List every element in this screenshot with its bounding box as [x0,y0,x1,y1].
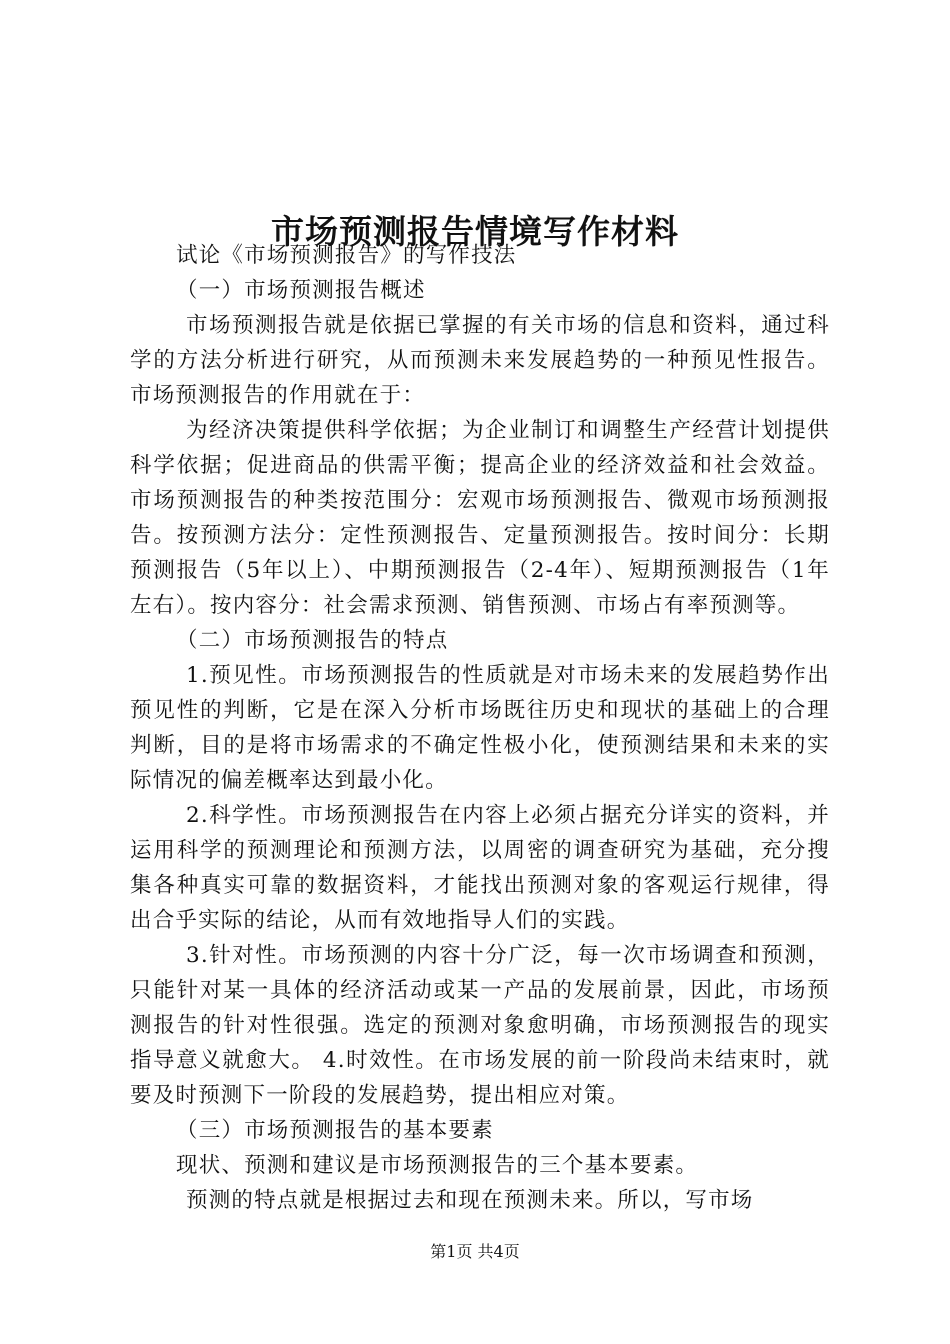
section-heading-3: （三）市场预测报告的基本要素 [176,1118,494,1143]
paragraph: 1.预见性。市场预测报告的性质就是对市场未来的发展趋势作出预见性的判断，它是在深入分析市场既往历史和现状的基础上的合理判断，目的是将市场需求的不确定性极小化，使预测结果和未来的实际情况的偏差概率达到最小化。 [130,663,830,793]
section-heading-1: （一）市场预测报告概述 [176,278,426,303]
paragraph: 市场预测报告就是依据已掌握的有关市场的信息和资料，通过科学的方法分析进行研究，从而预测未来发展趋势的一种预见性报告。市场预测报告的作用就在于： [130,313,830,408]
paragraph: 为经济决策提供科学依据；为企业制订和调整生产经营计划提供科学依据；促进商品的供需平衡；提高企业的经济效益和社会效益。市场预测报告的种类按范围分：宏观市场预测报告、微观市场预测报告。按预测方法分：定性预测报告、定量预测报告。按时间分：长期预测报告（5年以上）、中期预测报告（2-4年）、短期预测报告（1年左右）。按内容分：社会需求预测、销售预测、市场占有率预测等。 [130,418,830,618]
paragraph: 2.科学性。市场预测报告在内容上必须占据充分详实的资料，并运用科学的预测理论和预测方法，以周密的调查研究为基础，充分搜集各种真实可靠的数据资料，才能找出预测对象的客观运行规律，得出合乎实际的结论，从而有效地指导人们的实践。 [130,803,830,933]
page-footer: 第1页 共4页 [430,1242,520,1261]
paragraph: 预测的特点就是根据过去和现在预测未来。所以，写市场 [186,1188,754,1213]
section-heading-2: （二）市场预测报告的特点 [176,628,449,653]
paragraph: 现状、预测和建议是市场预测报告的三个基本要素。 [176,1153,699,1178]
document-body [130,238,830,1218]
paragraph: 3.针对性。市场预测的内容十分广泛，每一次市场调查和预测，只能针对某一具体的经济活动或某一产品的发展前景，因此，市场预测报告的针对性很强。选定的预测对象愈明确，市场预测报告的现实指导意义就愈大。 4.时效性。在市场发展的前一阶段尚未结束时，就要及时预测下一阶段的发展趋势，提出相应对策。 [130,943,830,1108]
paragraph-subtitle: 试论《市场预测报告》的写作技法 [176,243,517,268]
document-title: 市场预测报告情境写作材料 [271,212,679,252]
